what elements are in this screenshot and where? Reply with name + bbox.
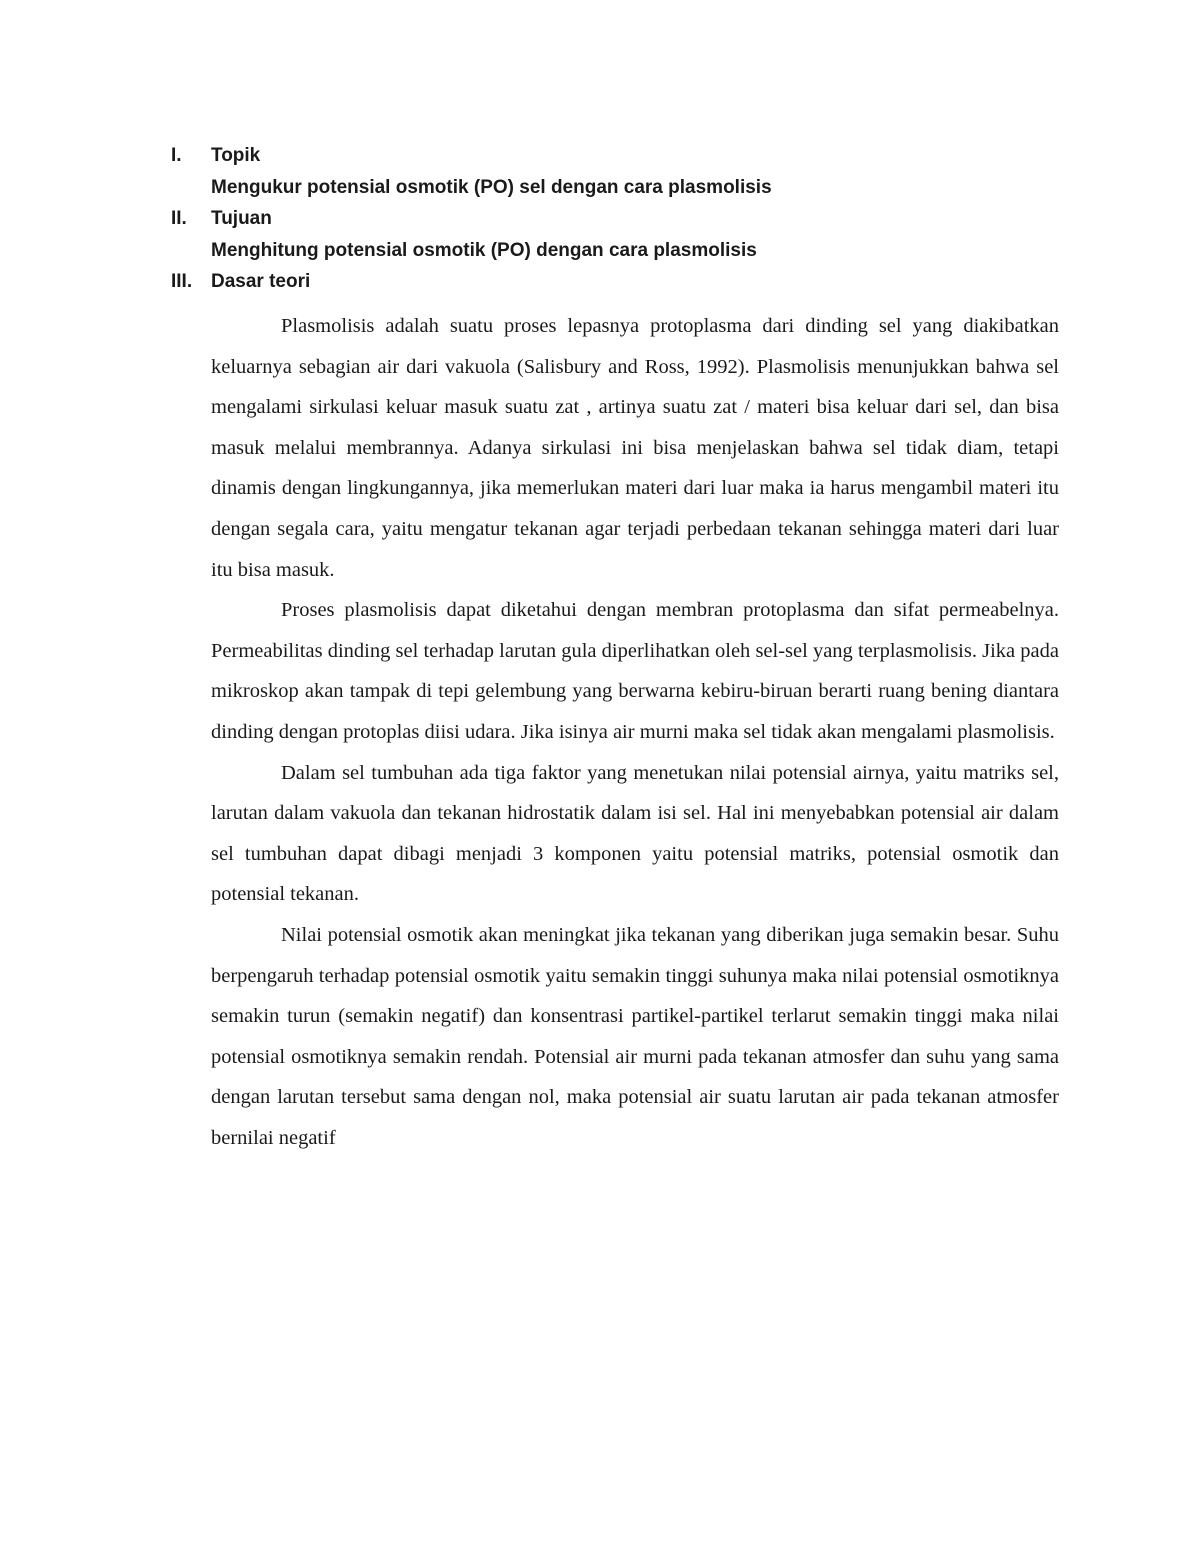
section-outline xyxy=(140,140,1070,298)
theory-body xyxy=(211,306,1059,1158)
outline-detail: Menghitung potensial osmotik (PO) dengan cara plasmolisis xyxy=(211,239,757,261)
outline-number: I. xyxy=(171,145,182,166)
outline-heading: Dasar teori xyxy=(211,271,311,292)
outline-number: III. xyxy=(171,271,193,292)
outline-item-tujuan xyxy=(140,203,1070,235)
outline-detail-topik xyxy=(140,172,1070,204)
outline-detail: Mengukur potensial osmotik (PO) sel dengan cara plasmolisis xyxy=(211,176,772,198)
outline-detail-tujuan xyxy=(140,235,1070,267)
paragraph: Nilai potensial osmotik akan meningkat jika tekanan yang diberikan juga semakin besar. Suhu berpengaruh terhadap potensial osmotik yaitu semakin tinggi suhunya maka nilai potensial osmotiknya semakin turun (semakin negatif) dan konsentrasi partikel-partikel terlarut semakin tinggi maka nilai potensial osmotiknya semakin rendah. Potensial air murni pada tekanan atmosfer dan suhu yang sama dengan larutan tersebut sama dengan nol, maka potensial air suatu larutan air pada tekanan atmosfer bernilai negatif xyxy=(211,923,1059,1149)
paragraph: Dalam sel tumbuhan ada tiga faktor yang menetukan nilai potensial airnya, yaitu matriks sel, larutan dalam vakuola dan tekanan hidrostatik dalam isi sel. Hal ini menyebabkan potensial air dalam sel tumbuhan dapat dibagi menjadi 3 komponen yaitu potensial matriks, potensial osmotik dan potensial tekanan. xyxy=(211,761,1059,906)
paragraph: Proses plasmolisis dapat diketahui dengan membran protoplasma dan sifat permeabelnya. Permeabilitas dinding sel terhadap larutan gula diperlihatkan oleh sel-sel yang terplasmolisis. Jika pada mikroskop akan tampak di tepi gelembung yang berwarna kebiru-biruan berarti ruang bening diantara dinding dengan protoplas diisi udara. Jika isinya air murni maka sel tidak akan mengalami plasmolisis. xyxy=(211,599,1059,743)
outline-heading: Tujuan xyxy=(211,208,272,229)
outline-item-dasar-teori xyxy=(140,266,1070,298)
outline-item-topik xyxy=(140,140,1070,172)
outline-heading: Topik xyxy=(211,145,261,166)
paragraph: Plasmolisis adalah suatu proses lepasnya protoplasma dari dinding sel yang diakibatkan keluarnya sebagian air dari vakuola (Salisbury and Ross, 1992). Plasmolisis menunjukkan bahwa sel mengalami sirkulasi keluar masuk suatu zat , artinya suatu zat / materi bisa keluar dari sel, dan bisa masuk melalui membrannya. Adanya sirkulasi ini bisa menjelaskan bahwa sel tidak diam, tetapi dinamis dengan lingkungannya, jika memerlukan materi dari luar maka ia harus mengambil materi itu dengan segala cara, yaitu mengatur tekanan agar terjadi perbedaan tekanan sehingga materi dari luar itu bisa masuk. xyxy=(211,315,1059,581)
outline-number: II. xyxy=(171,208,187,229)
